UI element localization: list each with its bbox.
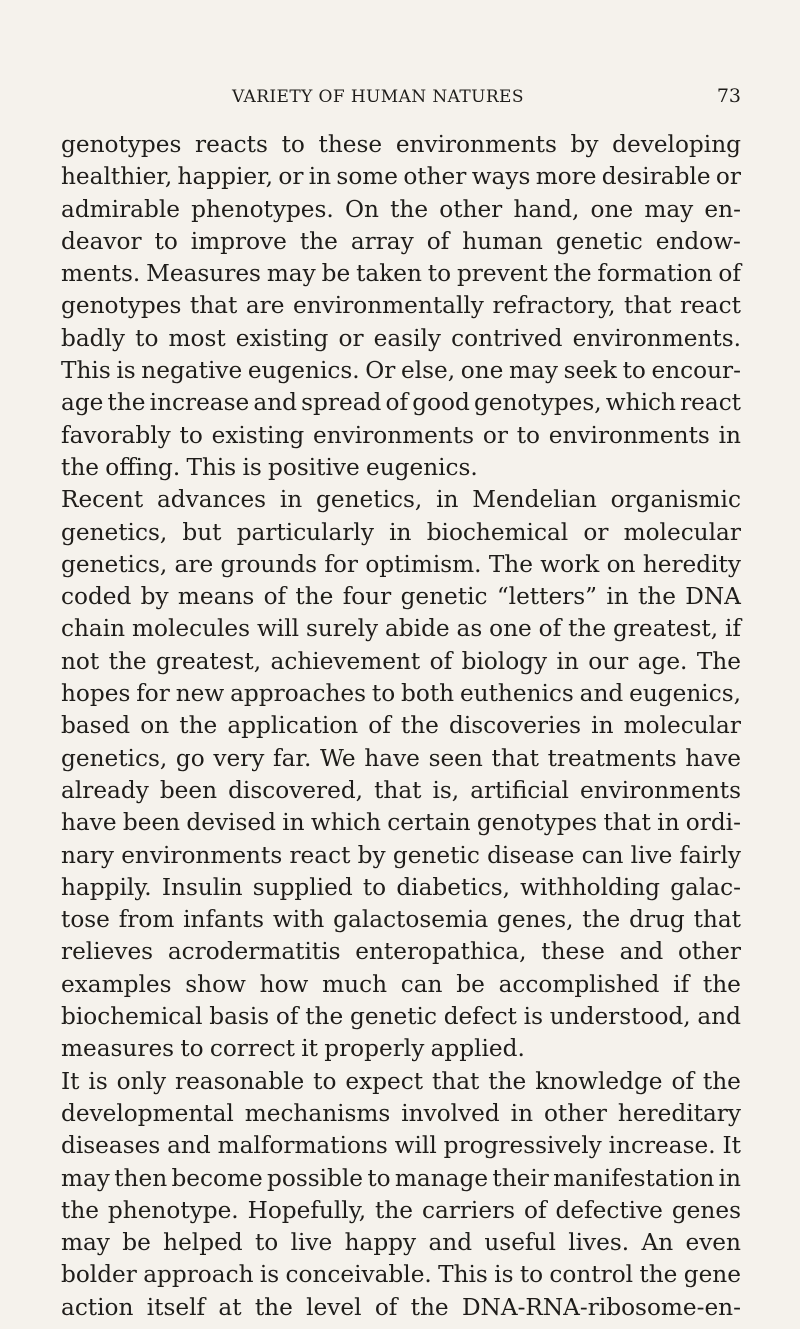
text-line: admirable phenotypes. On the other hand, one may en- bbox=[61, 195, 741, 223]
text-line: may then become possible to manage their manifestation in bbox=[61, 1164, 741, 1192]
text-line: diseases and malformations will progressively increase. It bbox=[61, 1132, 741, 1160]
text-line: deavor to improve the array of human genetic endow- bbox=[61, 227, 741, 255]
text-line: relieves acrodermatitis enteropathica, these and other bbox=[61, 938, 741, 966]
text-line: chain molecules will surely abide as one of the greatest, if bbox=[61, 615, 741, 643]
text-line: nary environments react by genetic disease can live fairly bbox=[61, 841, 741, 869]
text-line: tose from infants with galactosemia genes, the drug that bbox=[61, 906, 741, 934]
text-line: healthier, happier, or in some other ways more desirable or bbox=[61, 163, 741, 191]
text-line: genetics, are grounds for optimism. The work on heredity bbox=[61, 550, 741, 578]
text-line: bolder approach is conceivable. This is to control the gene bbox=[61, 1261, 741, 1289]
text-line: favorably to existing environments or to environments in bbox=[61, 421, 741, 449]
text-line: developmental mechanisms involved in other hereditary bbox=[61, 1099, 741, 1127]
text-line: This is negative eugenics. Or else, one may seek to encour- bbox=[61, 357, 741, 385]
text-line: have been devised in which certain genotypes that in ordi- bbox=[61, 809, 741, 837]
text-line: based on the application of the discoveries in molecular bbox=[61, 712, 741, 740]
text-line: happily. Insulin supplied to diabetics, withholding galac- bbox=[61, 873, 741, 901]
text-line: measures to correct it properly applied. bbox=[61, 1035, 525, 1063]
text-line: hopes for new approaches to both euthenics and eugenics, bbox=[61, 680, 741, 708]
book-page bbox=[61, 85, 741, 1324]
text-line: genetics, go very far. We have seen that treatments have bbox=[61, 744, 741, 772]
text-line: genetics, but particularly in biochemical or molecular bbox=[61, 518, 741, 546]
text-line: badly to most existing or easily contrived environments. bbox=[61, 324, 741, 352]
text-line: genotypes that are environmentally refractory, that react bbox=[61, 292, 741, 320]
text-line: genotypes reacts to these environments by developing bbox=[61, 131, 741, 158]
text-line: examples show how much can be accomplished if the bbox=[61, 970, 741, 998]
text-line: It is only reasonable to expect that the knowledge of the bbox=[61, 1067, 741, 1095]
text-line: not the greatest, achievement of biology in our age. The bbox=[61, 647, 741, 675]
text-line: the phenotype. Hopefully, the carriers of defective genes bbox=[61, 1196, 741, 1224]
text-line: ments. Measures may be taken to prevent the formation of bbox=[61, 260, 741, 288]
text-line: the offing. This is positive eugenics. bbox=[61, 453, 478, 481]
text-line: biochemical basis of the genetic defect is understood, and bbox=[61, 1003, 741, 1031]
page-number: 73 bbox=[716, 85, 741, 107]
text-line: already been discovered, that is, artificial environments bbox=[61, 776, 741, 804]
text-line: may be helped to live happy and useful lives. An even bbox=[61, 1229, 741, 1257]
text-line: age the increase and spread of good genotypes, which react bbox=[61, 389, 741, 417]
running-head-title: VARIETY OF HUMAN NATURES bbox=[232, 87, 524, 107]
text-line: action itself at the level of the DNA-RNA-ribosome-en- bbox=[61, 1293, 741, 1321]
text-line: coded by means of the four genetic “letters” in the DNA bbox=[61, 583, 741, 611]
body-text bbox=[61, 129, 741, 1324]
text-line: Recent advances in genetics, in Mendelian organismic bbox=[61, 486, 741, 514]
running-head bbox=[61, 85, 741, 119]
